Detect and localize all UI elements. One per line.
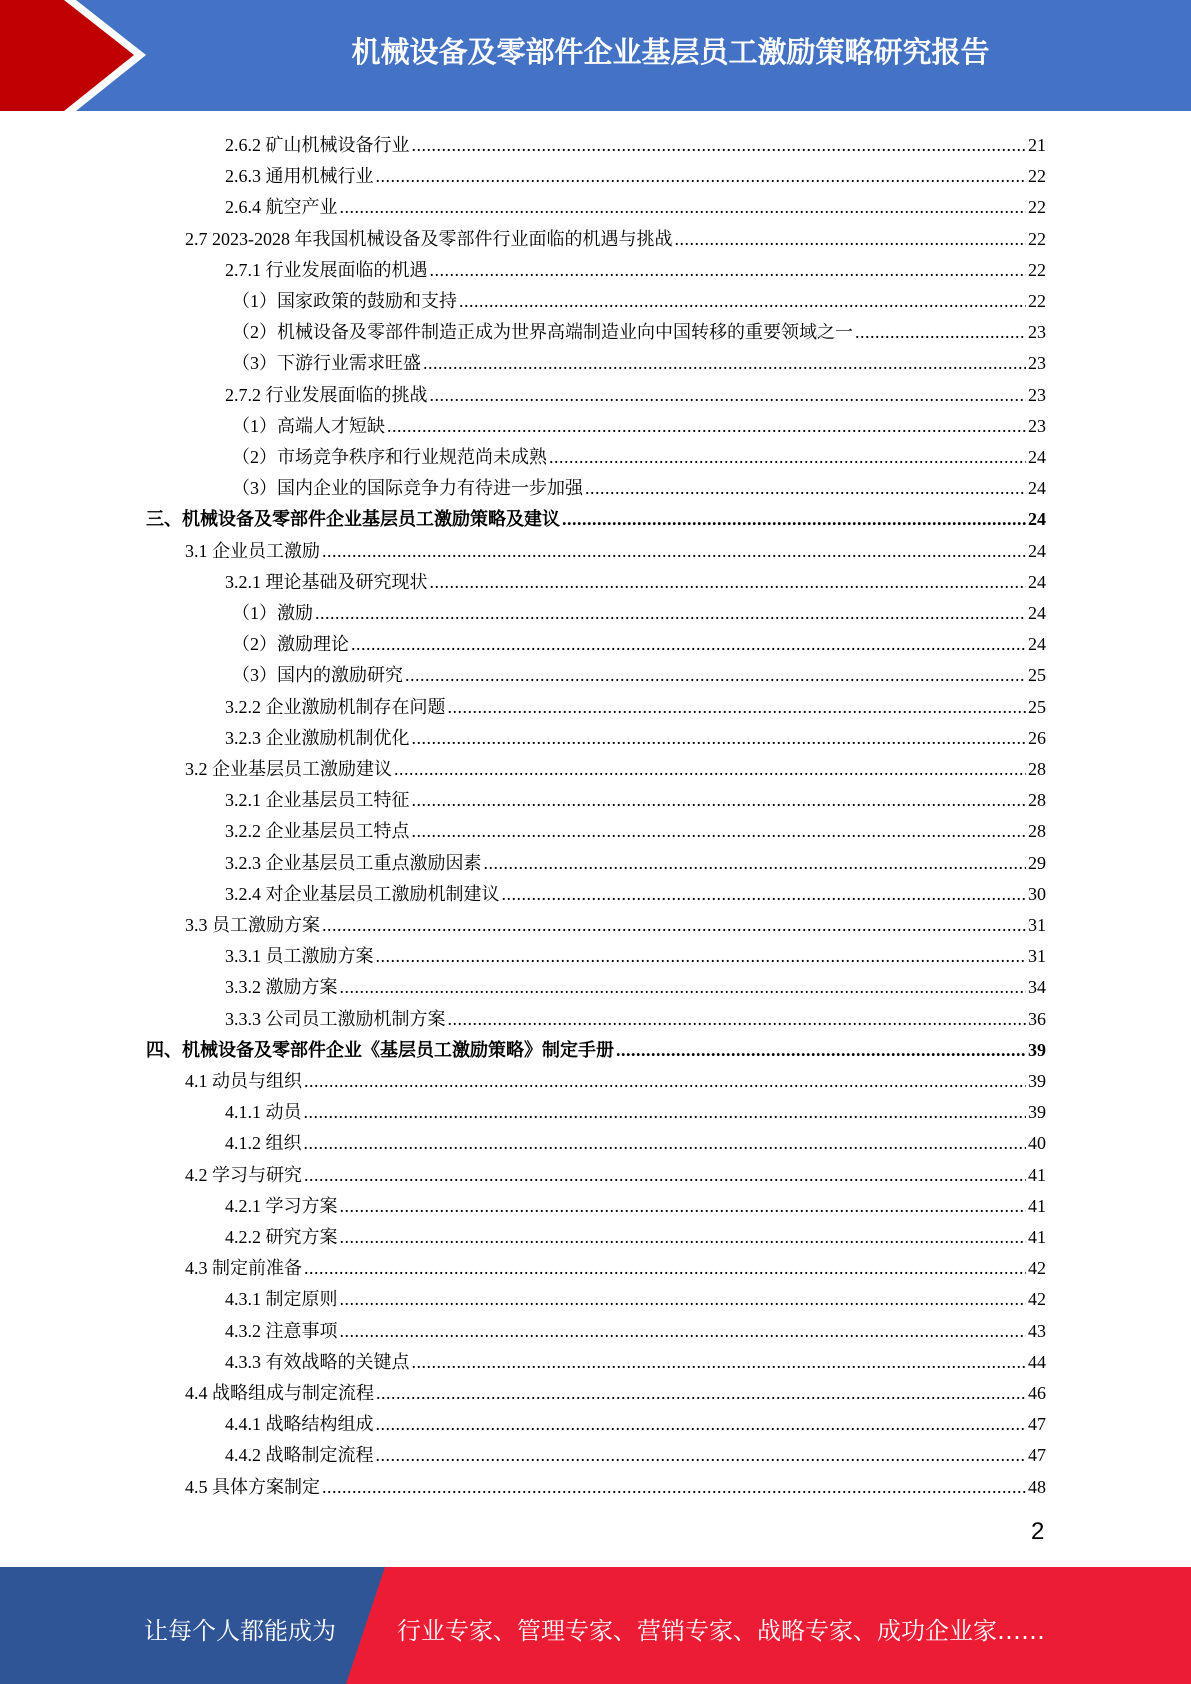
toc-leader-dots bbox=[430, 567, 1027, 598]
toc-entry-page: 43 bbox=[1028, 1320, 1046, 1341]
toc-entry-label: （1）激励 bbox=[232, 603, 313, 623]
toc-entry-page: 47 bbox=[1028, 1445, 1046, 1466]
toc-entry-page: 24 bbox=[1028, 509, 1046, 530]
toc-entry-label: 4.3.3 有效战略的关键点 bbox=[225, 1351, 410, 1372]
toc-entry-page: 24 bbox=[1028, 634, 1046, 655]
toc-entry-page: 25 bbox=[1028, 665, 1046, 686]
toc-entry-page: 23 bbox=[1028, 322, 1046, 343]
toc-entry[interactable] bbox=[232, 286, 1046, 317]
toc-entry-page: 22 bbox=[1028, 259, 1046, 280]
toc-entry[interactable] bbox=[225, 1097, 1046, 1128]
toc-leader-dots bbox=[484, 848, 1027, 879]
toc-leader-dots bbox=[448, 692, 1027, 723]
toc-entry-label: 4.2.2 研究方案 bbox=[225, 1227, 338, 1247]
toc-entry-page: 30 bbox=[1028, 883, 1046, 904]
toc-entry-label: 3.3.3 公司员工激励机制方案 bbox=[225, 1008, 446, 1029]
toc-entry-label: 4.5 具体方案制定 bbox=[185, 1476, 320, 1497]
toc-leader-dots bbox=[423, 348, 1026, 379]
toc-entry-page: 41 bbox=[1028, 1195, 1046, 1216]
toc-entry[interactable] bbox=[225, 1284, 1046, 1315]
toc-entry-label: 3.3 员工激励方案 bbox=[185, 915, 320, 935]
toc-entry[interactable] bbox=[232, 411, 1046, 442]
toc-entry[interactable] bbox=[225, 941, 1046, 972]
toc-entry-page: 23 bbox=[1028, 384, 1046, 405]
toc-entry-label: 3.1 企业员工激励 bbox=[185, 540, 320, 561]
toc-leader-dots bbox=[585, 473, 1026, 504]
toc-leader-dots bbox=[322, 536, 1026, 567]
toc-entry-page: 39 bbox=[1028, 1039, 1046, 1060]
toc-entry-page: 46 bbox=[1028, 1383, 1046, 1403]
toc-leader-dots bbox=[412, 1347, 1027, 1378]
toc-leader-dots bbox=[448, 1004, 1027, 1035]
toc-entry-page: 41 bbox=[1028, 1164, 1046, 1185]
toc-entry-page: 44 bbox=[1028, 1351, 1046, 1372]
toc-entry-label: （2）机械设备及零部件制造正成为世界高端制造业向中国转移的重要领域之一 bbox=[232, 322, 853, 343]
toc-entry-page: 22 bbox=[1028, 291, 1046, 311]
toc-entry[interactable] bbox=[232, 348, 1046, 379]
toc-entry-label: 4.4 战略组成与制定流程 bbox=[185, 1383, 374, 1403]
toc-leader-dots bbox=[376, 1409, 1027, 1440]
toc-entry[interactable] bbox=[232, 598, 1046, 629]
toc-leader-dots bbox=[340, 972, 1027, 1003]
toc-entry-page: 24 bbox=[1028, 447, 1046, 467]
toc-leader-dots bbox=[412, 130, 1027, 161]
toc-leader-dots bbox=[412, 785, 1027, 816]
toc-leader-dots bbox=[430, 380, 1027, 411]
toc-entry[interactable] bbox=[225, 192, 1046, 223]
toc-entry-page: 21 bbox=[1028, 135, 1046, 155]
toc-leader-dots bbox=[304, 1128, 1027, 1159]
toc-entry[interactable] bbox=[225, 161, 1046, 192]
toc-entry-page: 23 bbox=[1028, 353, 1046, 374]
toc-entry-page: 24 bbox=[1028, 571, 1046, 592]
toc-entry[interactable] bbox=[225, 816, 1046, 847]
toc-leader-dots bbox=[376, 1378, 1026, 1409]
toc-leader-dots bbox=[675, 224, 1027, 255]
footer-slogan-right: 行业专家、管理专家、营销专家、战略专家、成功企业家…… bbox=[397, 1617, 1045, 1645]
toc-leader-dots bbox=[412, 816, 1027, 847]
toc-entry[interactable] bbox=[185, 754, 1046, 785]
toc-entry-page: 42 bbox=[1028, 1289, 1046, 1310]
page-number: 2 bbox=[1031, 1518, 1045, 1545]
toc-entry-page: 24 bbox=[1028, 603, 1046, 623]
toc-entry-label: （3）国内的激励研究 bbox=[232, 665, 403, 686]
toc-entry-label: 3.2.3 企业基层员工重点激励因素 bbox=[225, 852, 482, 873]
toc-leader-dots bbox=[315, 598, 1026, 629]
toc-entry-label: （2）激励理论 bbox=[232, 634, 349, 655]
toc-leader-dots bbox=[412, 723, 1027, 754]
toc-entry-page: 39 bbox=[1028, 1071, 1046, 1091]
toc-entry-label: 4.1 动员与组织 bbox=[185, 1071, 302, 1091]
report-title: 机械设备及零部件企业基层员工激励策略研究报告 bbox=[351, 35, 990, 69]
toc-entry[interactable] bbox=[146, 1035, 1046, 1066]
toc-entry-label: 4.4.2 战略制定流程 bbox=[225, 1445, 374, 1466]
footer-slogan-left: 让每个人都能成为 bbox=[144, 1617, 336, 1645]
toc-leader-dots bbox=[502, 879, 1027, 910]
toc-entry-page: 25 bbox=[1028, 696, 1046, 717]
toc-leader-dots bbox=[376, 941, 1027, 972]
toc-entry-page: 28 bbox=[1028, 790, 1046, 811]
toc-leader-dots bbox=[430, 255, 1027, 286]
toc-entry-page: 28 bbox=[1028, 759, 1046, 779]
toc-entry-label: 4.2 学习与研究 bbox=[185, 1164, 302, 1185]
toc-entry[interactable] bbox=[185, 224, 1046, 255]
toc-leader-dots bbox=[322, 1472, 1026, 1503]
toc-entry-label: 3.2.1 理论基础及研究现状 bbox=[225, 571, 428, 592]
toc-leader-dots bbox=[322, 910, 1026, 941]
toc-entry-label: （2）市场竞争秩序和行业规范尚未成熟 bbox=[232, 447, 547, 467]
toc-entry-label: （1）国家政策的鼓励和支持 bbox=[232, 291, 457, 311]
toc-leader-dots bbox=[304, 1253, 1026, 1284]
page-header bbox=[0, 0, 1191, 111]
toc-entry-label: 3.2.3 企业激励机制优化 bbox=[225, 727, 410, 748]
toc-entry-label: 4.2.1 学习方案 bbox=[225, 1195, 338, 1216]
toc-entry-label: 三、机械设备及零部件企业基层员工激励策略及建议 bbox=[146, 509, 560, 530]
toc-entry-label: 3.2.2 企业激励机制存在问题 bbox=[225, 696, 446, 717]
toc-entry-label: 3.2.4 对企业基层员工激励机制建议 bbox=[225, 883, 500, 904]
toc-entry[interactable] bbox=[232, 660, 1046, 691]
toc-entry-label: 3.2.1 企业基层员工特征 bbox=[225, 790, 410, 811]
toc-entry[interactable] bbox=[225, 1004, 1046, 1035]
toc-leader-dots bbox=[616, 1035, 1026, 1066]
toc-leader-dots bbox=[405, 660, 1026, 691]
toc-entry-page: 42 bbox=[1028, 1258, 1046, 1279]
toc-entry-label: 3.3.2 激励方案 bbox=[225, 977, 338, 998]
toc-entry-page: 22 bbox=[1028, 197, 1046, 218]
toc-entry[interactable] bbox=[225, 1440, 1046, 1471]
page-footer bbox=[0, 1567, 1191, 1684]
toc-entry-label: （3）国内企业的国际竞争力有待进一步加强 bbox=[232, 478, 583, 499]
toc-entry[interactable] bbox=[185, 536, 1046, 567]
toc-entry-page: 47 bbox=[1028, 1414, 1046, 1435]
toc-leader-dots bbox=[340, 192, 1027, 223]
toc-entry[interactable] bbox=[225, 567, 1046, 598]
toc-leader-dots bbox=[304, 1066, 1026, 1097]
toc-entry-label: 四、机械设备及零部件企业《基层员工激励策略》制定手册 bbox=[146, 1039, 614, 1060]
toc-leader-dots bbox=[376, 1440, 1027, 1471]
toc-leader-dots bbox=[376, 161, 1027, 192]
toc-entry-page: 41 bbox=[1028, 1227, 1046, 1247]
toc-leader-dots bbox=[549, 442, 1026, 473]
toc-entry-label: 2.7.1 行业发展面临的机遇 bbox=[225, 259, 428, 280]
toc-entry-page: 22 bbox=[1028, 166, 1046, 187]
toc-leader-dots bbox=[855, 317, 1026, 348]
toc-entry-page: 29 bbox=[1028, 852, 1046, 873]
toc-entry-page: 26 bbox=[1028, 727, 1046, 748]
toc-entry[interactable] bbox=[225, 255, 1046, 286]
toc-entry-page: 31 bbox=[1028, 915, 1046, 935]
toc-entry[interactable] bbox=[232, 442, 1046, 473]
toc-leader-dots bbox=[340, 1191, 1027, 1222]
toc-entry-label: 4.4.1 战略结构组成 bbox=[225, 1414, 374, 1435]
toc-entry-page: 28 bbox=[1028, 821, 1046, 842]
toc-entry-page: 48 bbox=[1028, 1476, 1046, 1497]
toc-entry-label: 2.7.2 行业发展面临的挑战 bbox=[225, 384, 428, 405]
toc-entry[interactable] bbox=[232, 473, 1046, 504]
toc-entry-page: 39 bbox=[1028, 1102, 1046, 1123]
toc-entry[interactable] bbox=[225, 785, 1046, 816]
toc-entry-label: 4.3.2 注意事项 bbox=[225, 1320, 338, 1341]
toc-entry-page: 24 bbox=[1028, 540, 1046, 561]
toc-entry[interactable] bbox=[225, 1347, 1046, 1378]
toc-leader-dots bbox=[304, 1097, 1027, 1128]
chevron-decoration-icon bbox=[0, 0, 160, 111]
toc-leader-dots bbox=[394, 754, 1026, 785]
toc-leader-dots bbox=[351, 629, 1026, 660]
toc-entry-page: 22 bbox=[1028, 228, 1046, 249]
toc-entry-label: 2.6.4 航空产业 bbox=[225, 197, 338, 218]
toc-entry-label: 2.6.3 通用机械行业 bbox=[225, 166, 374, 187]
toc-leader-dots bbox=[340, 1316, 1027, 1347]
toc-entry[interactable] bbox=[225, 879, 1046, 910]
toc-entry[interactable] bbox=[185, 910, 1046, 941]
toc-entry[interactable] bbox=[185, 1160, 1046, 1191]
toc-entry[interactable] bbox=[232, 317, 1046, 348]
toc-entry-label: 4.1.2 组织 bbox=[225, 1133, 302, 1154]
toc-entry[interactable] bbox=[185, 1253, 1046, 1284]
toc-entry-label: （3）下游行业需求旺盛 bbox=[232, 353, 421, 374]
toc-entry[interactable] bbox=[225, 130, 1046, 161]
toc-entry[interactable] bbox=[146, 504, 1046, 535]
toc-entry[interactable] bbox=[232, 629, 1046, 660]
toc-entry-label: （1）高端人才短缺 bbox=[232, 415, 385, 436]
toc-entry-page: 23 bbox=[1028, 415, 1046, 436]
toc-entry-label: 4.3.1 制定原则 bbox=[225, 1289, 338, 1310]
toc-entry-label: 3.2 企业基层员工激励建议 bbox=[185, 759, 392, 779]
toc-entry[interactable] bbox=[225, 723, 1046, 754]
toc-entry-label: 2.6.2 矿山机械设备行业 bbox=[225, 135, 410, 155]
toc-entry[interactable] bbox=[225, 692, 1046, 723]
toc-leader-dots bbox=[340, 1222, 1027, 1253]
toc-entry[interactable] bbox=[185, 1066, 1046, 1097]
toc-entry-page: 36 bbox=[1028, 1008, 1046, 1029]
toc-leader-dots bbox=[304, 1160, 1026, 1191]
toc-entry[interactable] bbox=[185, 1378, 1046, 1409]
toc-leader-dots bbox=[562, 504, 1026, 535]
toc-entry-label: 3.2.2 企业基层员工特点 bbox=[225, 821, 410, 842]
toc-leader-dots bbox=[387, 411, 1026, 442]
toc-entry[interactable] bbox=[225, 1191, 1046, 1222]
toc-entry-page: 24 bbox=[1028, 478, 1046, 499]
toc-entry[interactable] bbox=[225, 1128, 1046, 1159]
toc-leader-dots bbox=[459, 286, 1026, 317]
toc-leader-dots bbox=[340, 1284, 1027, 1315]
toc-entry-label: 4.3 制定前准备 bbox=[185, 1258, 302, 1279]
toc-entry[interactable] bbox=[185, 1472, 1046, 1503]
toc-entry[interactable] bbox=[225, 848, 1046, 879]
toc-entry[interactable] bbox=[225, 972, 1046, 1003]
toc-entry[interactable] bbox=[225, 380, 1046, 411]
toc-entry[interactable] bbox=[225, 1409, 1046, 1440]
toc-entry-label: 2.7 2023-2028 年我国机械设备及零部件行业面临的机遇与挑战 bbox=[185, 228, 673, 249]
toc-entry-page: 31 bbox=[1028, 946, 1046, 967]
toc-entry-page: 40 bbox=[1028, 1133, 1046, 1154]
toc-entry-page: 34 bbox=[1028, 977, 1046, 998]
toc-entry[interactable] bbox=[225, 1222, 1046, 1253]
toc-entry-label: 4.1.1 动员 bbox=[225, 1102, 302, 1123]
toc-entry-label: 3.3.1 员工激励方案 bbox=[225, 946, 374, 967]
toc-entry[interactable] bbox=[225, 1316, 1046, 1347]
